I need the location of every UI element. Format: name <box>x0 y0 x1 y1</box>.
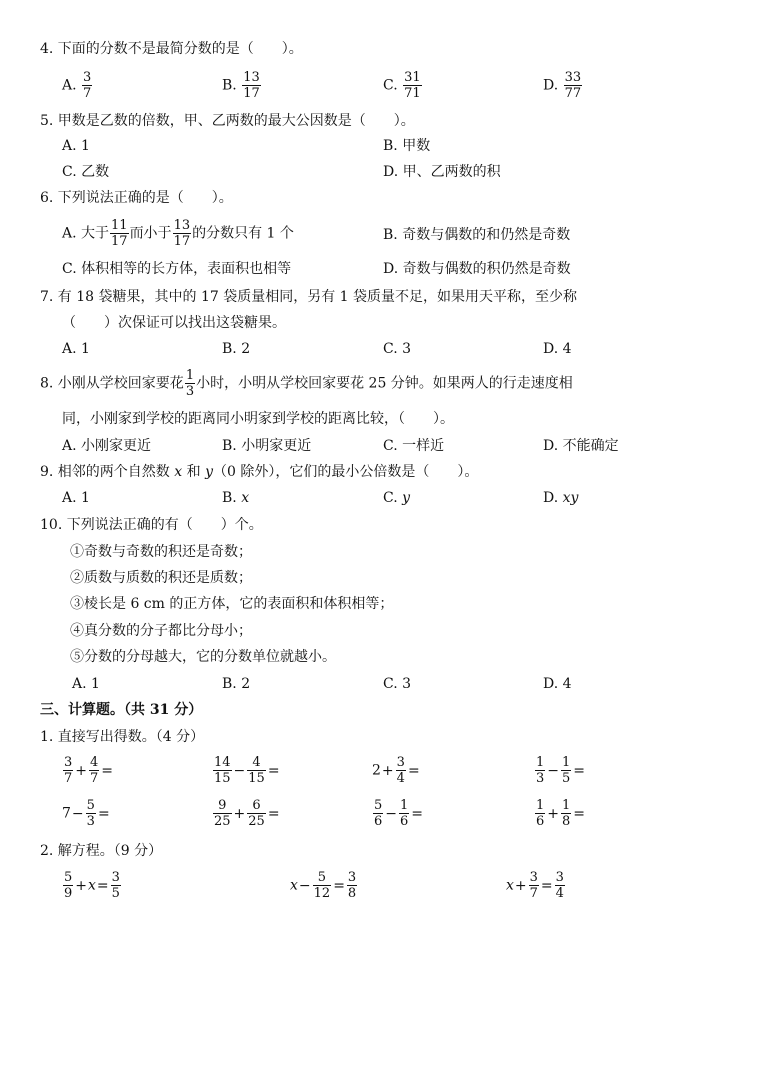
q6-option-a: A. 大于 $\frac{11}{17}$ 而小于 $\frac{13}{17}$ 的分数只有 1 个 <box>62 218 294 249</box>
calc-expression: $\frac{1}{6}$ + $\frac{1}{8}$ = <box>536 798 586 829</box>
q10-item: ①奇数与奇数的积还是奇数； <box>70 544 252 560</box>
q4-option-a: A. $\frac{3}{7}$ <box>62 70 92 101</box>
calc-expression: $\frac{3}{7}$ + $\frac{4}{7}$ = <box>64 755 114 786</box>
q8-option-a: A. 小刚家更近 <box>62 438 152 454</box>
q10-option-b: B. 2 <box>222 676 251 692</box>
q4-option-c: C. $\frac{31}{71}$ <box>383 70 421 101</box>
q8-stem-line1: 8. 小刚从学校回家要花 $\frac{1}{3}$ 小时，小明从学校回家要花 25 分钟。如果两人的行走速度相 <box>40 368 573 399</box>
q6-option-b: B. 奇数与偶数的和仍然是奇数 <box>383 227 571 243</box>
q7-stem-line1: 7. 有 18 袋糖果，其中的 17 袋质量相同，另有 1 袋质量不足，如果用天平称，至少称 <box>40 289 578 305</box>
q6-option-c: C. 体积相等的长方体，表面积也相等 <box>62 261 292 277</box>
q10-option-c: C. 3 <box>383 676 412 692</box>
calc-part1-title: 1. 直接写出得数。（4 分） <box>40 729 205 745</box>
q6-option-d: D. 奇数与偶数的积仍然是奇数 <box>383 261 571 277</box>
q5-option-b: B. 甲数 <box>383 138 431 154</box>
q10-stem: 10. 下列说法正确的有（ ）个。 <box>40 517 263 533</box>
calc-expression: $\frac{14}{15}$ − $\frac{4}{15}$ = <box>214 755 280 786</box>
q8-option-b: B. 小明家更近 <box>222 438 312 454</box>
q7-option-b: B. 2 <box>222 341 251 357</box>
calc-expression: 7− $\frac{5}{3}$ = <box>62 798 110 829</box>
calc-expression: 2+ $\frac{3}{4}$ = <box>372 755 420 786</box>
calc-expression: $\frac{5}{6}$ − $\frac{1}{6}$ = <box>374 798 424 829</box>
q9-option-a: A. 1 <box>62 490 90 506</box>
q8-option-c: C. 一样近 <box>383 438 445 454</box>
q7-option-a: A. 1 <box>62 341 90 357</box>
q6-stem: 6. 下列说法正确的是（ ）。 <box>40 190 233 206</box>
equation: x− $\frac{5}{12}$ = $\frac{3}{8}$ <box>290 870 357 901</box>
section-title: 三、计算题。（共 31 分） <box>40 702 203 718</box>
q10-item: ②质数与质数的积还是质数； <box>70 570 252 586</box>
q9-stem: 9. 相邻的两个自然数 x 和 y（0 除外），它们的最小公倍数是（ ）。 <box>40 464 479 480</box>
q4-option-b: B. $\frac{13}{17}$ <box>222 70 260 101</box>
q5-stem: 5. 甲数是乙数的倍数，甲、乙两数的最大公因数是（ ）。 <box>40 113 415 129</box>
q10-item: ③棱长是 6 cm 的正方体，它的表面积和体积相等； <box>70 596 394 612</box>
q5-option-c: C. 乙数 <box>62 164 110 180</box>
q10-option-a: A. 1 <box>72 676 100 692</box>
q5-option-d: D. 甲、乙两数的积 <box>383 164 501 180</box>
q10-item: ⑤分数的分母越大，它的分数单位就越小。 <box>70 649 336 665</box>
q10-option-d: D. 4 <box>543 676 572 692</box>
calc-part2-title: 2. 解方程。（9 分） <box>40 843 163 859</box>
q4-option-d: D. $\frac{33}{77}$ <box>543 70 582 101</box>
q7-option-c: C. 3 <box>383 341 412 357</box>
q7-option-d: D. 4 <box>543 341 572 357</box>
q10-item: ④真分数的分子都比分母小； <box>70 623 252 639</box>
equation: x+ $\frac{3}{7}$ = $\frac{3}{4}$ <box>506 870 564 901</box>
q4-stem: 4. 下面的分数不是最简分数的是（ ）。 <box>40 41 303 57</box>
q9-option-b: B. x <box>222 490 250 506</box>
q8-stem-line2: 同，小刚家到学校的距离同小明家到学校的距离比较，（ ）。 <box>62 411 454 427</box>
q7-stem-line2: （ ）次保证可以找出这袋糖果。 <box>62 315 286 331</box>
q9-option-d: D. xy <box>543 490 579 506</box>
q8-option-d: D. 不能确定 <box>543 438 619 454</box>
calc-expression: $\frac{1}{3}$ − $\frac{1}{5}$ = <box>536 755 586 786</box>
q9-option-c: C. y <box>383 490 411 506</box>
calc-expression: $\frac{9}{25}$ + $\frac{6}{25}$ = <box>214 798 280 829</box>
q5-option-a: A. 1 <box>62 138 90 154</box>
equation: $\frac{5}{9}$ +x= $\frac{3}{5}$ <box>64 870 120 901</box>
